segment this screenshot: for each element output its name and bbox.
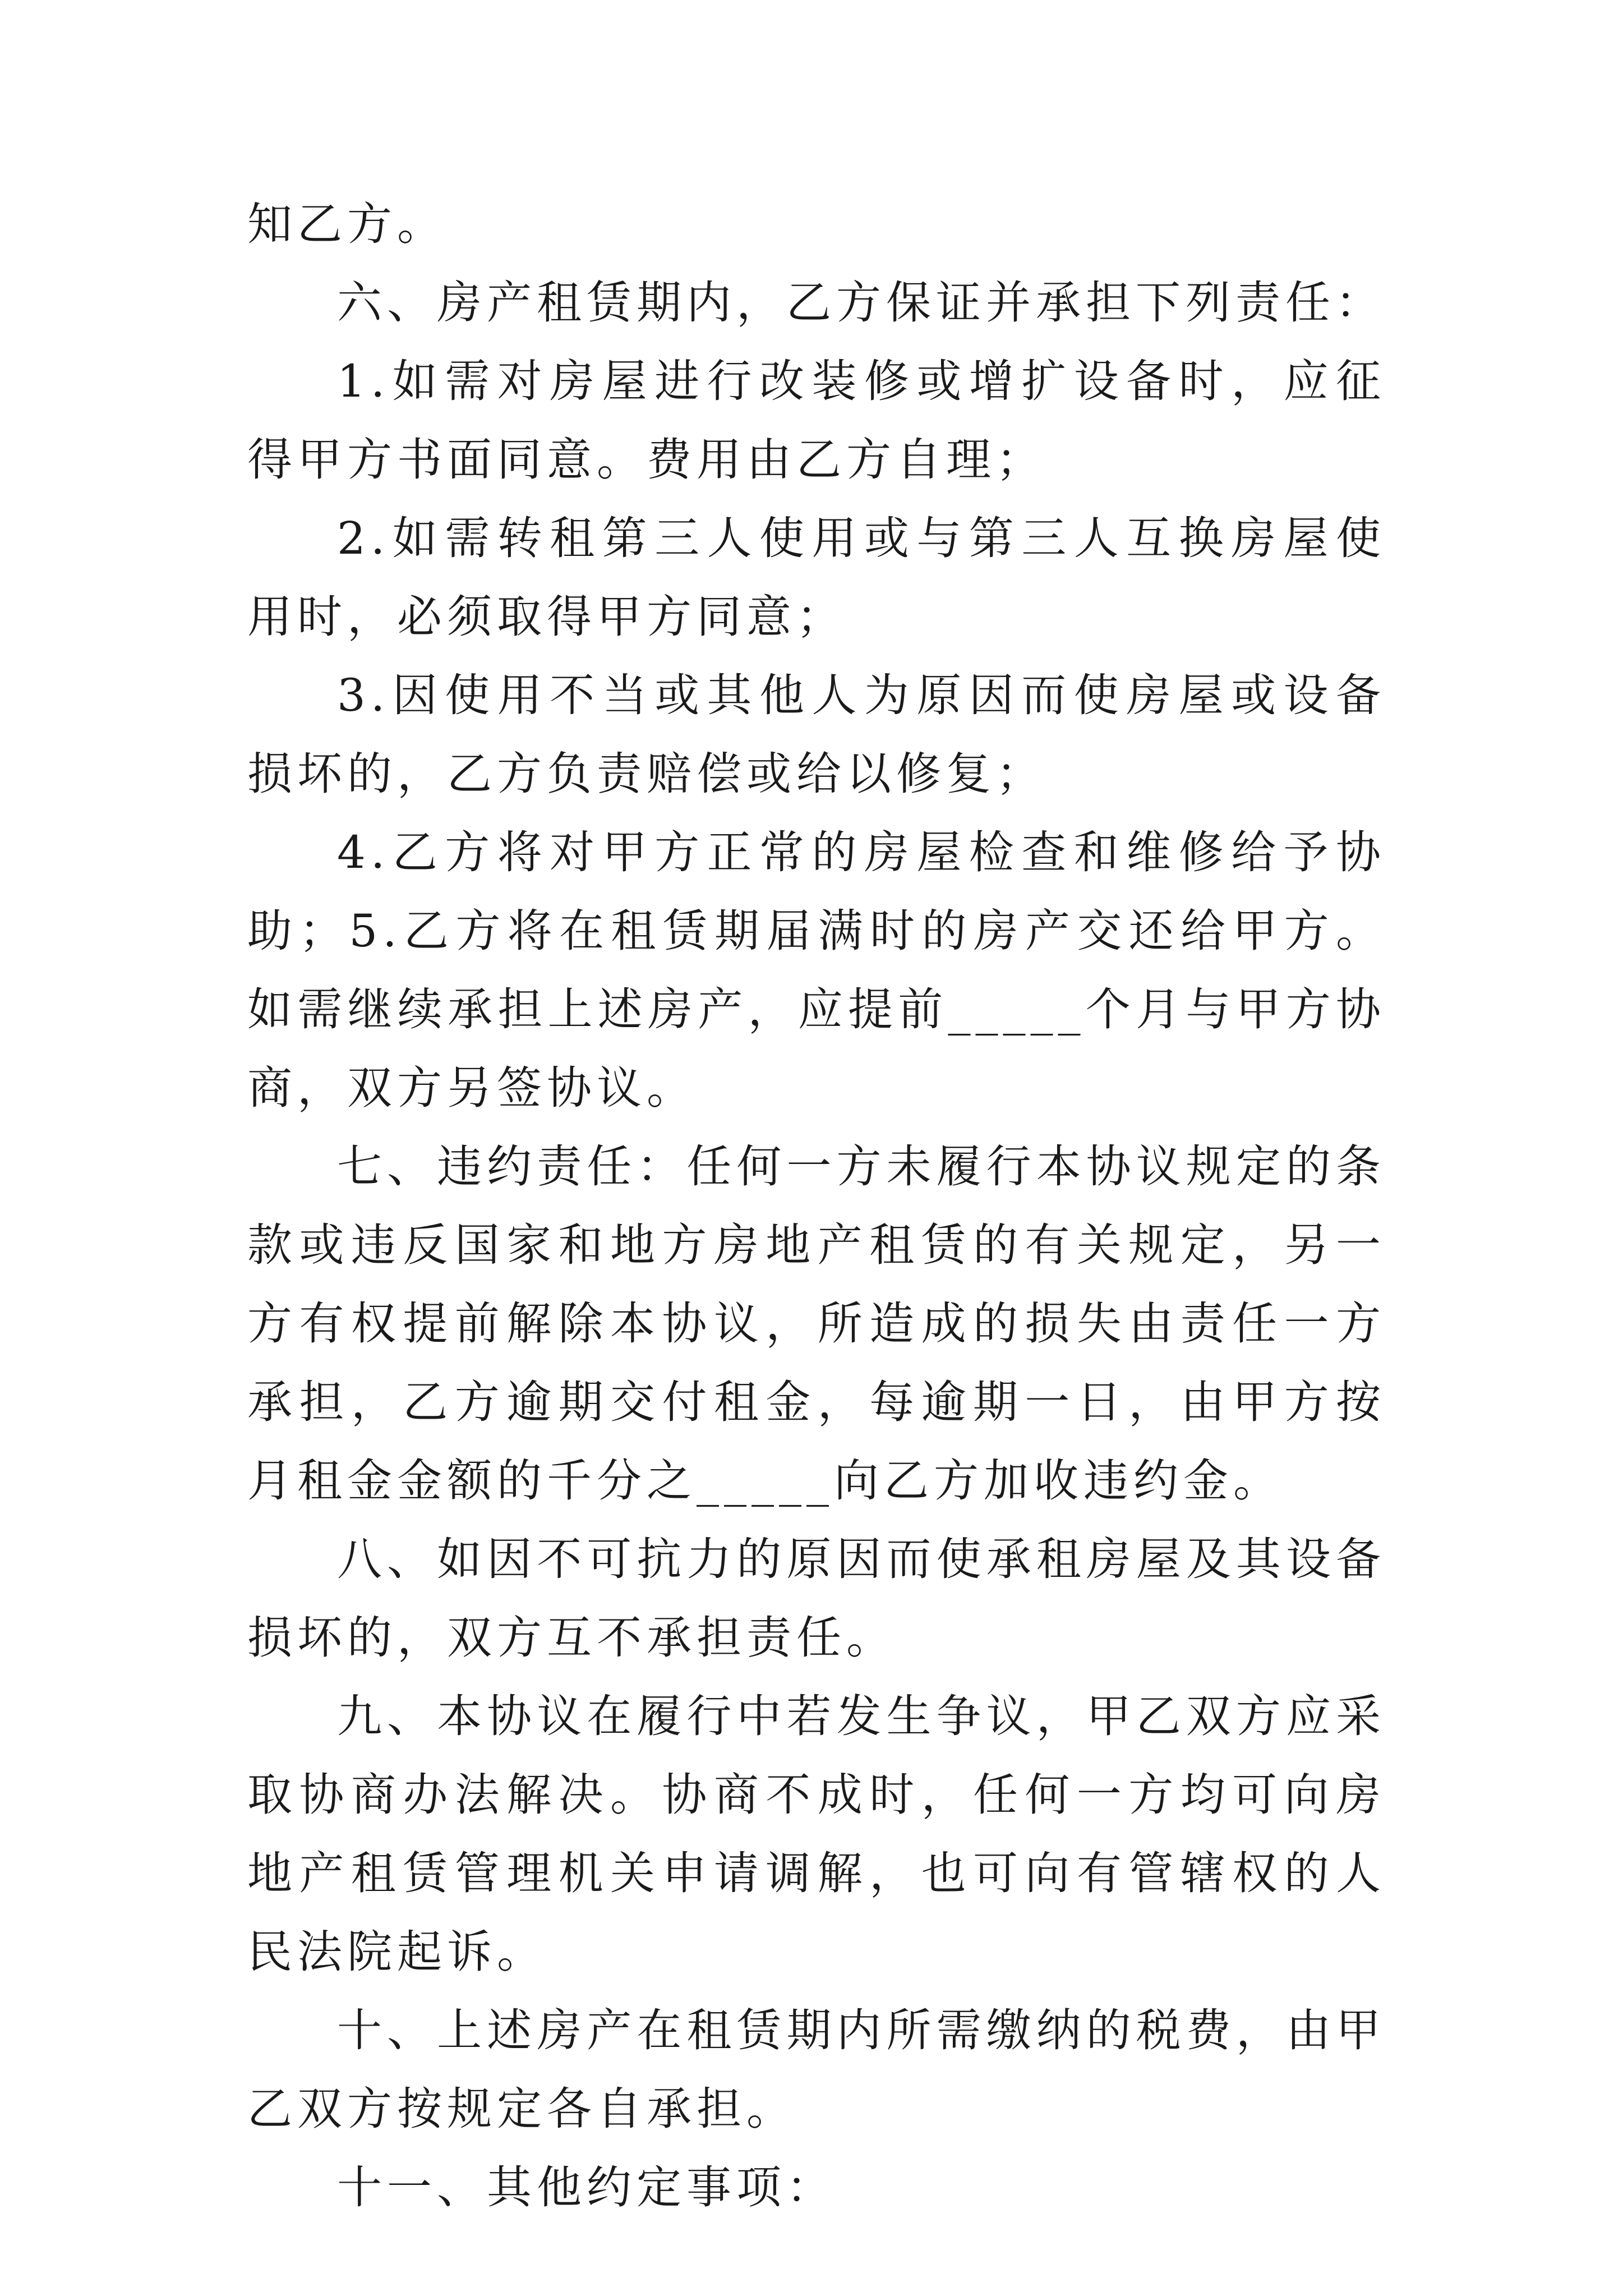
clause-11-other: 十一、其他约定事项： <box>337 2161 836 2214</box>
document-body <box>247 185 1386 2227</box>
clause-10-taxes: 十、上述房产在租赁期内所需缴纳的税费，由甲乙双方按规定各自承担。 <box>247 2004 1386 2135</box>
clause-9-disputes: 九、本协议在履行中若发生争议，甲乙双方应采取协商办法解决。协商不成时，任何一方均可向房地产租赁管理机关申请调解，也可向有管辖权的人民法院起诉。 <box>247 1690 1386 1978</box>
clause-6-item-2: 2.如需转租第三人使用或与第三人互换房屋使用时，必须取得甲方同意； <box>247 512 1386 643</box>
clause-6-item-4-5: 4.乙方将对甲方正常的房屋检查和维修给予协助；5.乙方将在租赁期届满时的房产交还给甲方。如需继续承担上述房产，应提前_____个月与甲方协商，双方另签协议。 <box>247 826 1386 1114</box>
clause-6-item-3: 3.因使用不当或其他人为原因而使房屋或设备损坏的，乙方负责赔偿或给以修复； <box>247 669 1386 800</box>
clause-6-heading: 六、房产租赁期内，乙方保证并承担下列责任： <box>337 277 1385 329</box>
clause-7-breach: 七、违约责任：任何一方未履行本协议规定的条款或违反国家和地方房地产租赁的有关规定，另一方有权提前解除本协议，所造成的损失由责任一方承担，乙方逾期交付租金，每逾期一日，由甲方按月租金金额的千分之_____向乙方加收违约金。 <box>247 1140 1386 1507</box>
paragraph-continuation: 知乙方。 <box>247 198 447 250</box>
clause-6-item-1: 1.如需对房屋进行改装修或增扩设备时，应征得甲方书面同意。费用由乙方自理； <box>247 355 1386 486</box>
clause-8-force-majeure: 八、如因不可抗力的原因而使承租房屋及其设备损坏的，双方互不承担责任。 <box>247 1533 1386 1664</box>
